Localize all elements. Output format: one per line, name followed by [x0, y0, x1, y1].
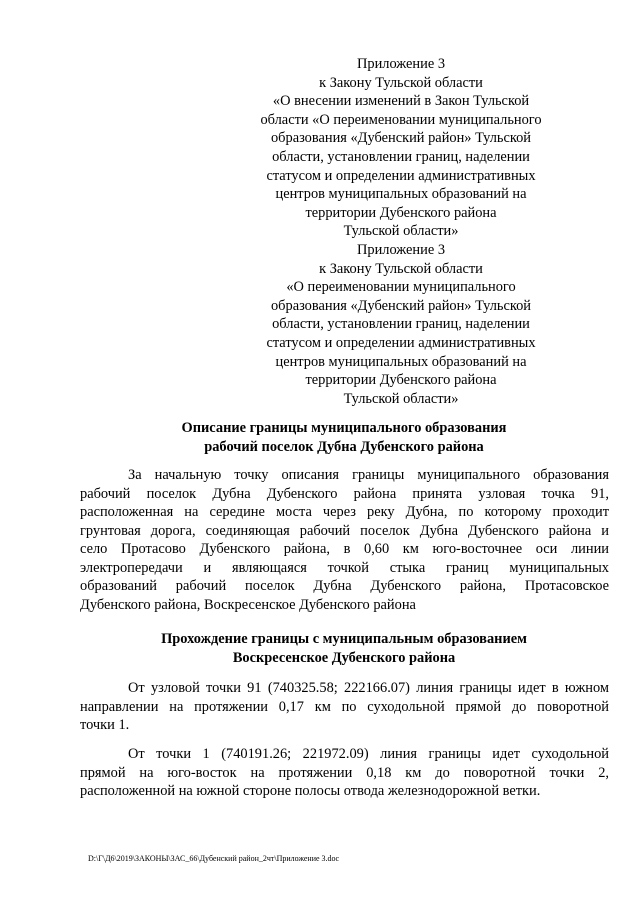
- header-line: Тульской области»: [343, 390, 459, 407]
- text-line: расположенной на южной стороне полосы отвода железнодорожной ветки.: [80, 783, 541, 799]
- text-line: За начальную точку описания границы муниципального образования: [128, 467, 609, 483]
- header-line: образования «Дубенский район» Тульской: [270, 130, 532, 147]
- header-line: области, установлении границ, наделении: [272, 316, 530, 333]
- text-line: Дубенского района, Воскресенское Дубенского района: [80, 596, 416, 613]
- header-line: центров муниципальных образований на: [275, 186, 527, 203]
- header-line: области, установлении границ, наделении: [272, 148, 530, 165]
- text-line: рабочий поселок Дубна Дубенского района принята узловая точка 91,: [80, 485, 609, 502]
- header-line: к Закону Тульской области: [319, 260, 483, 277]
- text-line: село Протасово Дубенского района, в 0,60 км юго-восточнее оси линии: [80, 541, 609, 557]
- header-line: Приложение 3: [356, 242, 446, 258]
- file-path-footer: D:\Г\Д6\2019\ЗАКОНЫ\ЗАС_66\Дубенский район_2чт\Приложение 3.doc: [88, 854, 340, 863]
- text-line: точки 1.: [80, 717, 130, 733]
- text-line: прямой на юго-восток на протяжении 0,18 км до поворотной точки 2,: [80, 764, 609, 781]
- text-line: От узловой точки 91 (740325.58; 222166.07) линия границы идет в южном: [128, 680, 609, 696]
- boundary-segment-paragraph: [80, 745, 609, 801]
- boundary-segment-paragraph: [80, 679, 609, 735]
- header-line: «О переименовании муниципального: [286, 279, 516, 296]
- header-line: Тульской области»: [343, 223, 459, 240]
- header-line: территории Дубенского района: [305, 372, 497, 389]
- section-heading-line: Прохождение границы с муниципальным образованием: [161, 631, 527, 647]
- header-line: области «О переименовании муниципального: [260, 111, 542, 128]
- text-line: От точки 1 (740191.26; 221972.09) линия границы идет суходольной: [128, 746, 609, 762]
- text-line: образований рабочий поселок Дубна Дубенского района, Протасовское: [80, 578, 609, 594]
- header-line: «О внесении изменений в Закон Тульской: [272, 93, 530, 110]
- header-line: образования «Дубенский район» Тульской: [270, 297, 532, 314]
- appendix-header-amendment: [256, 55, 546, 241]
- section-heading: [80, 630, 608, 667]
- header-line: статусом и определении административных: [266, 334, 536, 351]
- title-line: рабочий поселок Дубна Дубенского района: [204, 438, 484, 455]
- text-line: расположенная на середине моста через реку Дубна, по которому проходит: [80, 504, 609, 520]
- title-line: Описание границы муниципального образования: [181, 420, 507, 436]
- header-line: к Закону Тульской области: [319, 74, 483, 91]
- header-line: центров муниципальных образований на: [275, 353, 527, 370]
- text-line: грунтовая дорога, соединяющая рабочий поселок Дубна Дубенского района и: [80, 522, 609, 539]
- header-line: статусом и определении административных: [266, 167, 536, 184]
- document-title: [80, 419, 608, 456]
- appendix-header-original: [256, 241, 546, 408]
- header-line: Приложение 3: [356, 56, 446, 72]
- header-line: территории Дубенского района: [305, 204, 497, 221]
- text-line: электропередачи и являющаяся точкой стыка границ муниципальных: [80, 559, 609, 576]
- starting-point-paragraph: [80, 466, 609, 614]
- section-heading-line: Воскресенское Дубенского района: [232, 649, 456, 666]
- text-line: направлении на протяжении 0,17 км по суходольной прямой до поворотной: [80, 698, 609, 715]
